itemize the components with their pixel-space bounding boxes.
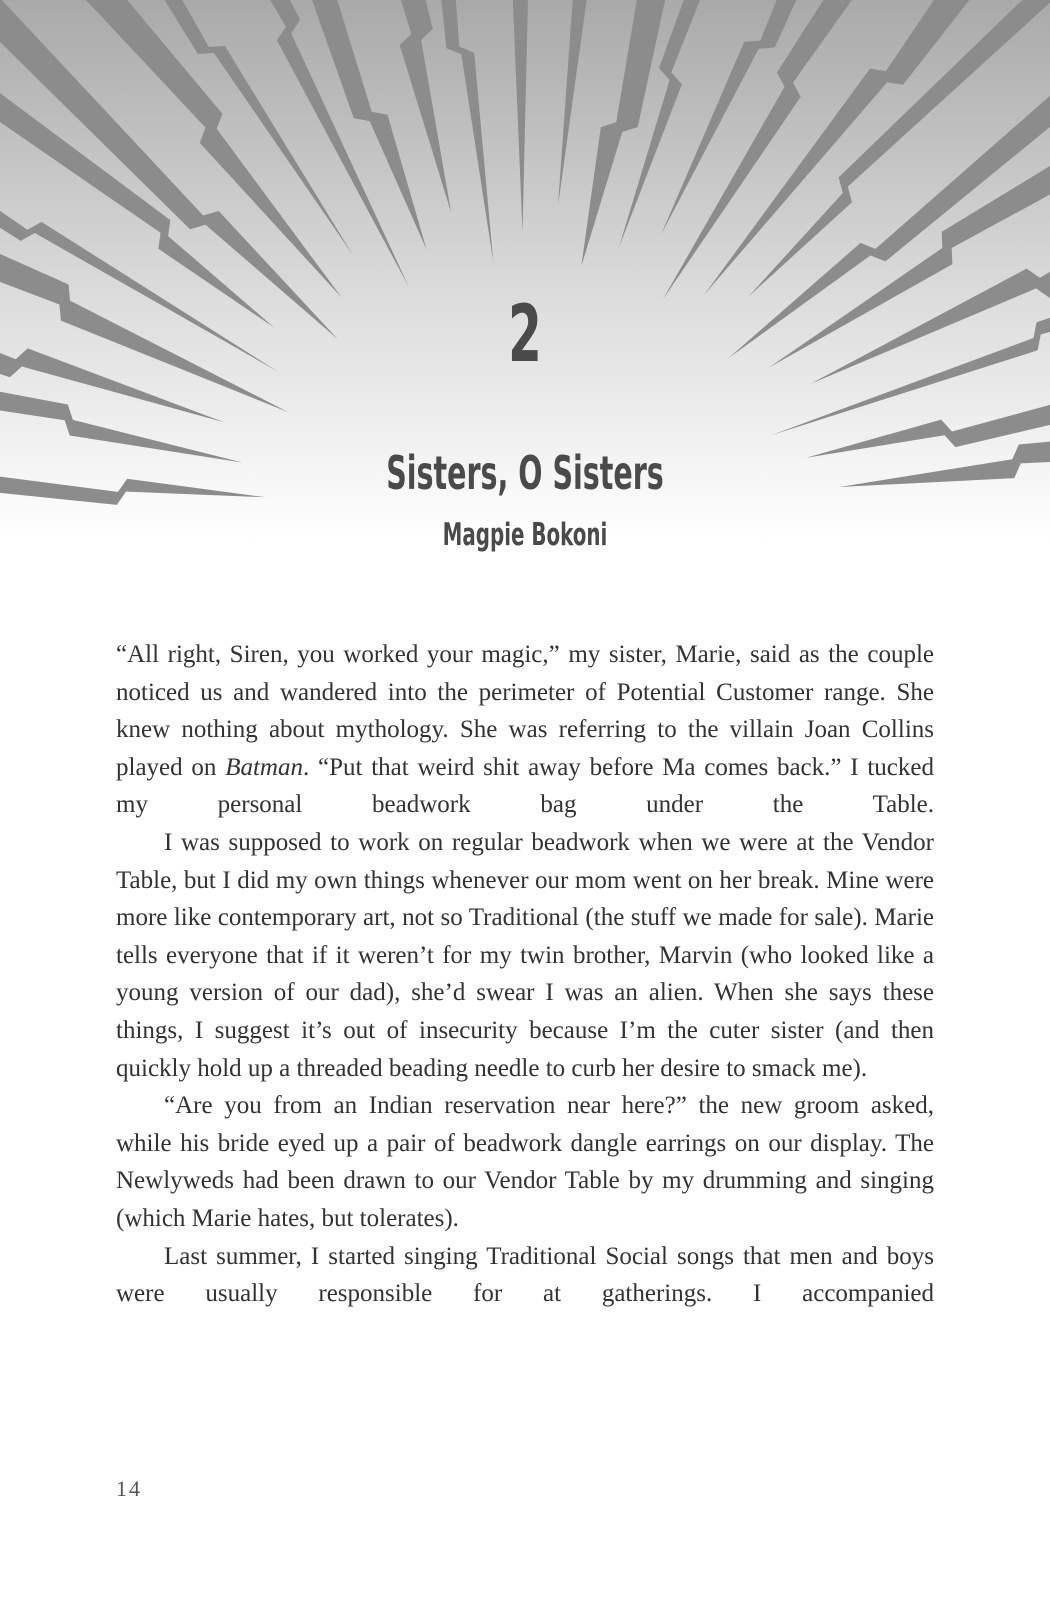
paragraph-3: “Are you from an Indian reservation near here?” the new groom asked, while his bride eyed up a pair of beadwork dangle earrings on our display. The Newlyweds had been drawn to our Vendor Table by my drumming and singing (which Marie hates, but tolerates). [116, 1092, 934, 1232]
paragraph-1 [116, 636, 934, 824]
paragraph-4: Last summer, I started singing Traditional Social songs that men and boys were usually responsible for at gatherings. I accompanied [116, 1242, 934, 1308]
paragraph-1-text-start: “All right, Siren, you worked your magic,” my sister, Marie, said as the couple noticed us and wandered into the perimeter of Potential Customer range. She knew nothing about mythology. She was referring to the villain Joan Collins played on [116, 641, 934, 781]
batman-title-emphasis: Batman [225, 753, 303, 781]
chapter-body [116, 636, 934, 1313]
chapter-title: Sisters, O Sisters [386, 446, 664, 500]
chapter-number: 2 [508, 290, 542, 380]
paragraph-2: I was supposed to work on regular beadwork when we were at the Vendor Table, but I did my own things whenever our mom went on her break. Mine were more like contemporary art, not so Traditional (the stuff we made for sale). Marie tells everyone that if it weren’t for my twin brother, Marvin (who looked like a young version of our dad), she’d swear I was an alien. When she says these things, I suggest it’s out of insecurity because I’m the cuter sister (and then quickly hold up a threaded beading needle to curb her desire to smack me). [116, 828, 934, 1082]
chapter-author: Magpie Bokoni [442, 517, 608, 553]
page-number: 14 [116, 1476, 142, 1501]
paragraph-1-text-end: . “Put that weird shit away before Ma comes back.” I tucked my personal beadwork bag under the Table. [116, 753, 934, 819]
